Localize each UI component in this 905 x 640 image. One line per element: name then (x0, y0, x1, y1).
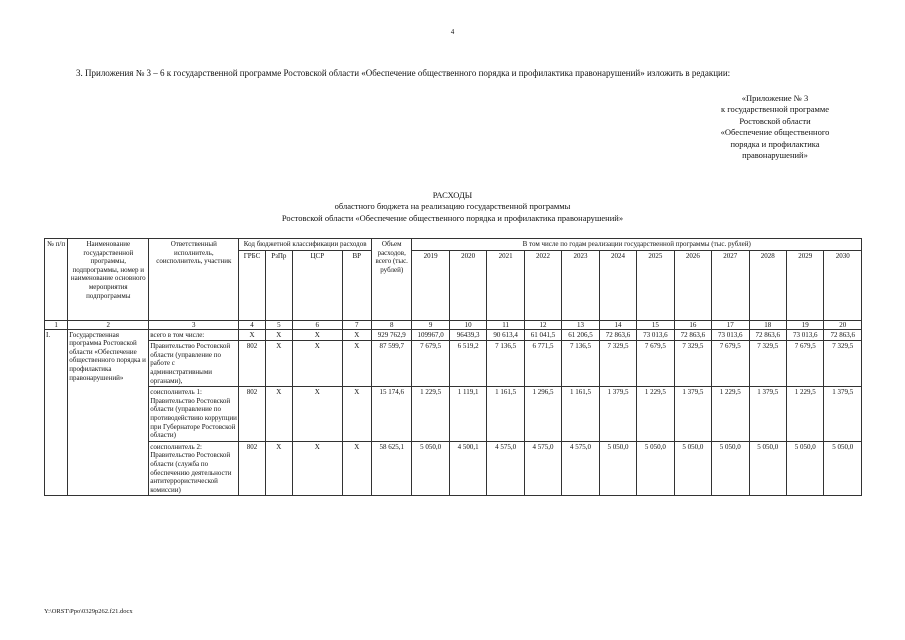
year-value-cell: 72 863,6 (599, 329, 636, 341)
table-row (45, 329, 862, 341)
year-value-cell: 72 863,6 (824, 329, 862, 341)
appendix-line: «Приложение № 3 (741, 93, 809, 103)
grbs-cell: 802 (239, 387, 265, 442)
year-value-cell: 1 379,5 (749, 387, 786, 442)
year-value-cell: 4 575,0 (487, 441, 524, 496)
year-value-cell: 7 679,5 (412, 341, 449, 387)
year-value-cell: 61 041,5 (524, 329, 561, 341)
year-value-cell: 1 119,1 (449, 387, 486, 442)
year-value-cell: 5 050,0 (824, 441, 862, 496)
header-grbs: ГРБС (239, 250, 265, 320)
intro-paragraph: 3. Приложения № 3 – 6 к государственной программе Ростовской области «Обеспечение общественного порядка и профилактика правонарушений» изложить в редакции: (76, 68, 731, 78)
year-value-cell: 4 575,0 (562, 441, 599, 496)
total-cell: 15 174,6 (371, 387, 411, 442)
grbs-cell: X (239, 329, 265, 341)
appendix-note (690, 93, 860, 161)
header-year: 2024 (599, 250, 636, 320)
appendix-line: правонарушений» (742, 150, 808, 161)
year-value-cell: 7 679,5 (712, 341, 749, 387)
header-year: 2021 (487, 250, 524, 320)
title-main: РАСХОДЫ (432, 190, 473, 200)
header-year: 2023 (562, 250, 599, 320)
program-num: I. (45, 329, 68, 496)
footer-file-path: Y:\ORST\Ppo\0329p262.f21.docx (44, 608, 133, 615)
year-value-cell: 1 229,5 (712, 387, 749, 442)
vr-cell: X (342, 329, 371, 341)
header-year: 2030 (824, 250, 862, 320)
year-value-cell: 5 050,0 (786, 441, 823, 496)
column-number: 6 (292, 320, 342, 329)
header-volume: Объем расходов, всего (тыс. рублей) (371, 239, 411, 321)
rzpr-cell: X (265, 341, 292, 387)
year-value-cell: 7 329,5 (749, 341, 786, 387)
header-year: 2028 (749, 250, 786, 320)
vr-cell: X (342, 387, 371, 442)
header-rzpr: РзПр (265, 250, 292, 320)
title-line-2: областного бюджета на реализацию государственной программы (334, 201, 571, 212)
column-number: 8 (371, 320, 411, 329)
column-number: 17 (712, 320, 749, 329)
year-value-cell: 5 050,0 (637, 441, 674, 496)
total-cell: 929 762,9 (371, 329, 411, 341)
page-number: 4 (450, 28, 455, 36)
header-year: 2019 (412, 250, 449, 320)
executor-cell: всего в том числе: (149, 329, 239, 341)
header-year: 2029 (786, 250, 823, 320)
year-value-cell: 73 013,6 (786, 329, 823, 341)
total-cell: 58 625,1 (371, 441, 411, 496)
appendix-line: к государственной программе (720, 104, 830, 115)
year-value-cell: 7 136,5 (487, 341, 524, 387)
title-line-3: Ростовской области «Обеспечение общественного порядка и профилактика правонарушений» (281, 212, 624, 223)
column-number: 4 (239, 320, 265, 329)
year-value-cell: 7 329,5 (824, 341, 862, 387)
column-number: 10 (449, 320, 486, 329)
csr-cell: X (292, 387, 342, 442)
year-value-cell: 5 050,0 (599, 441, 636, 496)
executor-cell: соисполнитель 2: Правительство Ростовской области (служба по обеспечению деятельности антитеррористической комиссии) (149, 441, 239, 496)
header-executor: Ответственный исполнитель, соисполнитель, участник (149, 239, 239, 321)
header-year: 2027 (712, 250, 749, 320)
year-value-cell: 61 206,5 (562, 329, 599, 341)
column-numbers-row (45, 320, 862, 329)
year-value-cell: 73 013,6 (637, 329, 674, 341)
column-number: 18 (749, 320, 786, 329)
year-value-cell: 6 771,5 (524, 341, 561, 387)
column-number: 7 (342, 320, 371, 329)
csr-cell: X (292, 341, 342, 387)
year-value-cell: 72 863,6 (674, 329, 711, 341)
year-value-cell: 1 296,5 (524, 387, 561, 442)
year-value-cell: 7 329,5 (599, 341, 636, 387)
csr-cell: X (292, 441, 342, 496)
year-value-cell: 5 050,0 (412, 441, 449, 496)
column-number: 20 (824, 320, 862, 329)
program-name: Государственная программа Ростовской области «Обеспечение общественного порядка и профилактика правонарушений» (68, 329, 149, 496)
header-name: Наименование государственной программы, подпрограммы, номер и наименование основного мероприятия подпрограммы (68, 239, 149, 321)
year-value-cell: 109967,0 (412, 329, 449, 341)
year-value-cell: 1 379,5 (674, 387, 711, 442)
year-value-cell: 4 575,0 (524, 441, 561, 496)
total-cell: 87 599,7 (371, 341, 411, 387)
year-value-cell: 5 050,0 (712, 441, 749, 496)
header-year: 2026 (674, 250, 711, 320)
column-number: 15 (637, 320, 674, 329)
year-value-cell: 7 136,5 (562, 341, 599, 387)
grbs-cell: 802 (239, 441, 265, 496)
year-value-cell: 6 519,2 (449, 341, 486, 387)
column-number: 16 (674, 320, 711, 329)
column-number: 11 (487, 320, 524, 329)
header-years-group: В том числе по годам реализации государственной программы (тыс. рублей) (412, 239, 862, 251)
year-value-cell: 1 161,5 (487, 387, 524, 442)
column-number: 2 (68, 320, 149, 329)
header-year: 2022 (524, 250, 561, 320)
column-number: 9 (412, 320, 449, 329)
year-value-cell: 7 679,5 (637, 341, 674, 387)
column-number: 3 (149, 320, 239, 329)
document-title (0, 190, 905, 224)
table-row (45, 441, 862, 496)
column-number: 1 (45, 320, 68, 329)
appendix-line: «Обеспечение общественного (720, 127, 830, 138)
header-num: № п/п (45, 239, 68, 321)
year-value-cell: 1 229,5 (412, 387, 449, 442)
executor-cell: соисполнитель 1: Правительство Ростовской области (управление по противодействию коррупции при Губернаторе Ростовской области) (149, 387, 239, 442)
header-year: 2025 (637, 250, 674, 320)
year-value-cell: 90 613,4 (487, 329, 524, 341)
table-row (45, 387, 862, 442)
header-budget-code: Код бюджетной классификации расходов (239, 239, 372, 251)
header-year: 2020 (449, 250, 486, 320)
column-number: 13 (562, 320, 599, 329)
year-value-cell: 1 161,5 (562, 387, 599, 442)
year-value-cell: 73 013,6 (712, 329, 749, 341)
column-number: 12 (524, 320, 561, 329)
column-number: 14 (599, 320, 636, 329)
year-value-cell: 1 379,5 (599, 387, 636, 442)
year-value-cell: 1 229,5 (637, 387, 674, 442)
expenses-table (44, 238, 862, 496)
header-vr: ВР (342, 250, 371, 320)
vr-cell: X (342, 441, 371, 496)
year-value-cell: 96439,3 (449, 329, 486, 341)
appendix-line: порядка и профилактика (730, 138, 820, 149)
vr-cell: X (342, 341, 371, 387)
year-value-cell: 5 050,0 (749, 441, 786, 496)
csr-cell: X (292, 329, 342, 341)
executor-cell: Правительство Ростовской области (управление по работе с административными органами), (149, 341, 239, 387)
header-csr: ЦСР (292, 250, 342, 320)
year-value-cell: 7 679,5 (786, 341, 823, 387)
header-row-1 (45, 239, 862, 251)
rzpr-cell: X (265, 387, 292, 442)
table-row (45, 341, 862, 387)
year-value-cell: 72 863,6 (749, 329, 786, 341)
year-value-cell: 4 500,1 (449, 441, 486, 496)
year-value-cell: 1 379,5 (824, 387, 862, 442)
appendix-line: Ростовской области (739, 115, 811, 126)
rzpr-cell: X (265, 441, 292, 496)
column-number: 5 (265, 320, 292, 329)
year-value-cell: 5 050,0 (674, 441, 711, 496)
year-value-cell: 7 329,5 (674, 341, 711, 387)
rzpr-cell: X (265, 329, 292, 341)
column-number: 19 (786, 320, 823, 329)
year-value-cell: 1 229,5 (786, 387, 823, 442)
grbs-cell: 802 (239, 341, 265, 387)
